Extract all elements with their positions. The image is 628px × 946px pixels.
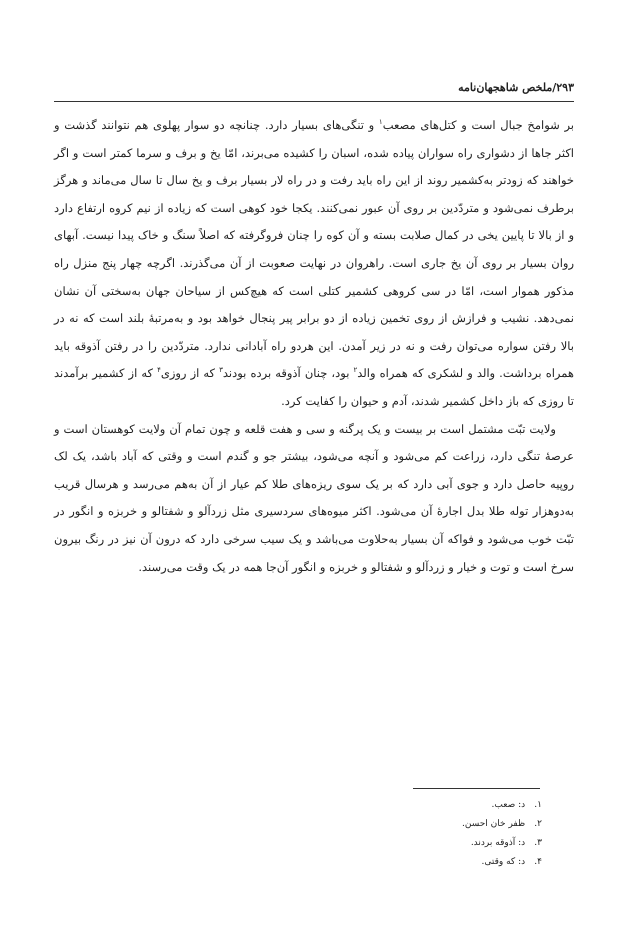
footnote-text: د: صعب.: [491, 800, 526, 810]
paragraph-1: [54, 112, 574, 416]
footnote-item: [54, 815, 542, 834]
footnote-item: [54, 796, 542, 815]
footnote-number: ۲.: [534, 819, 542, 829]
footnote-number: ۴.: [534, 857, 542, 867]
footnote-number: ۳.: [534, 838, 542, 848]
text-segment: بر شوامخ جبال است و کتل‌های مصعب: [382, 118, 574, 132]
footnote-ref-1[interactable]: ۱: [378, 118, 383, 127]
page-number-and-title: ۲۹۳/ملخص شاهجهان‌نامه: [458, 81, 574, 94]
footnotes: [54, 796, 542, 872]
footnote-text: د: آذوقه بردند.: [470, 838, 526, 848]
footnote-ref-2[interactable]: ۲: [353, 366, 358, 375]
footnote-number: ۱.: [534, 800, 542, 810]
running-header: [54, 78, 574, 102]
text-segment: که از روزی: [160, 366, 220, 381]
footnote-item: [54, 834, 542, 853]
footnote-text: ظفر خان احسن.: [462, 819, 526, 829]
footnote-ref-4[interactable]: ۴: [157, 366, 161, 375]
text-segment: ولایت تبّت مشتمل است بر بیست و یک پرگنه و سی و هفت قلعه و چون تمام آن ولایت کوهستان است و عرصهٔ تنگی دارد، زراعت کم می‌شود و آنچه می‌شود، بیشتر جو و گندم است و وقتی که آباد باشد، یک لک روپیه حاصل دارد و جوی آبی دارد که بر یک سوی ریزه‌های طلا کم عیار از آن به‌هم می‌رسد و هرسال قریب به‌دوهزار توله طلا بدل اجارهٔ آن می‌شود. اکثر میوه‌های سردسیری مثل زردآلو و شفتالو و خربزه و انگور در تبّت خوب می‌شود و فواکه آن بسیار به‌حلاوت می‌باشد و یک سیب سرخی دارد که درون آن نیز در رنگ بیرون سرخ است و توت و خیار و زردآلو و شفتالو و خربزه و انگور آن‌جا همه در یک وقت می‌رسند.: [54, 421, 574, 574]
text-segment: بود، چنان آذوقه برده بودند: [222, 366, 354, 381]
text-segment: که از کشمیر برآمدند تا روزی که باز داخل کشمیر شدند، آدم و حیوان را کفایت کرد.: [54, 366, 574, 408]
footnote-text: د: که وقتی.: [481, 857, 526, 867]
paragraph-2: [54, 416, 574, 582]
text-segment: و تنگی‌های بسیار دارد. چنانچه دو سوار پهلوی هم نتوانند گذشت و اکثر جاها از دشواری راه سواران پیاده شده، اسبان را کشیده می‌برند، امّا یخ و برف و سرما کمتر است و اگر خواهند که زودتر به‌کشمیر روند از این راه باید رفت و در راه لار بسیار برف و یخ سال تا سال می‌ماند و هرگز برطرف نمی‌شود و متردّدین بر روی آن عبور نمی‌کنند. یکجا خود کوهی است که زیاده از نیم کروه ارتفاع دارد و از بالا تا پایین یخی در کمال صلابت بسته و آن کوه را چنان فروگرفته که اصلاً سنگ و خاک پیدا نیست. آبهای روان بسیار بر روی آن یخ جاری است. راهروان در نهایت صعوبت از آن می‌گذرند. اگرچه چهار پنج منزل راه مذکور هموار است، امّا در سی کروهی کشمیر کتلی است که هیچ‌کس از سیاحان جهان به‌سختی آن نشان نمی‌دهد. نشیب و فرازش از روی تخمین زیاده از دو برابر پیر پنجال خواهد بود و به‌مرتبهٔ بلند است که نه در بالا رفتن سواره می‌توان رفت و نه در زیر آمدن. این هردو راه آبادانی ندارد. متردّدین را در رفتن آذوقه باید همراه برداشت. والد و لشکری که همراه والد: [54, 118, 574, 381]
header-rule: [54, 101, 574, 102]
footnote-rule: [413, 788, 540, 789]
footnote-item: [54, 853, 542, 872]
footnote-ref-3[interactable]: ۳: [219, 366, 223, 375]
main-text: [54, 112, 574, 581]
